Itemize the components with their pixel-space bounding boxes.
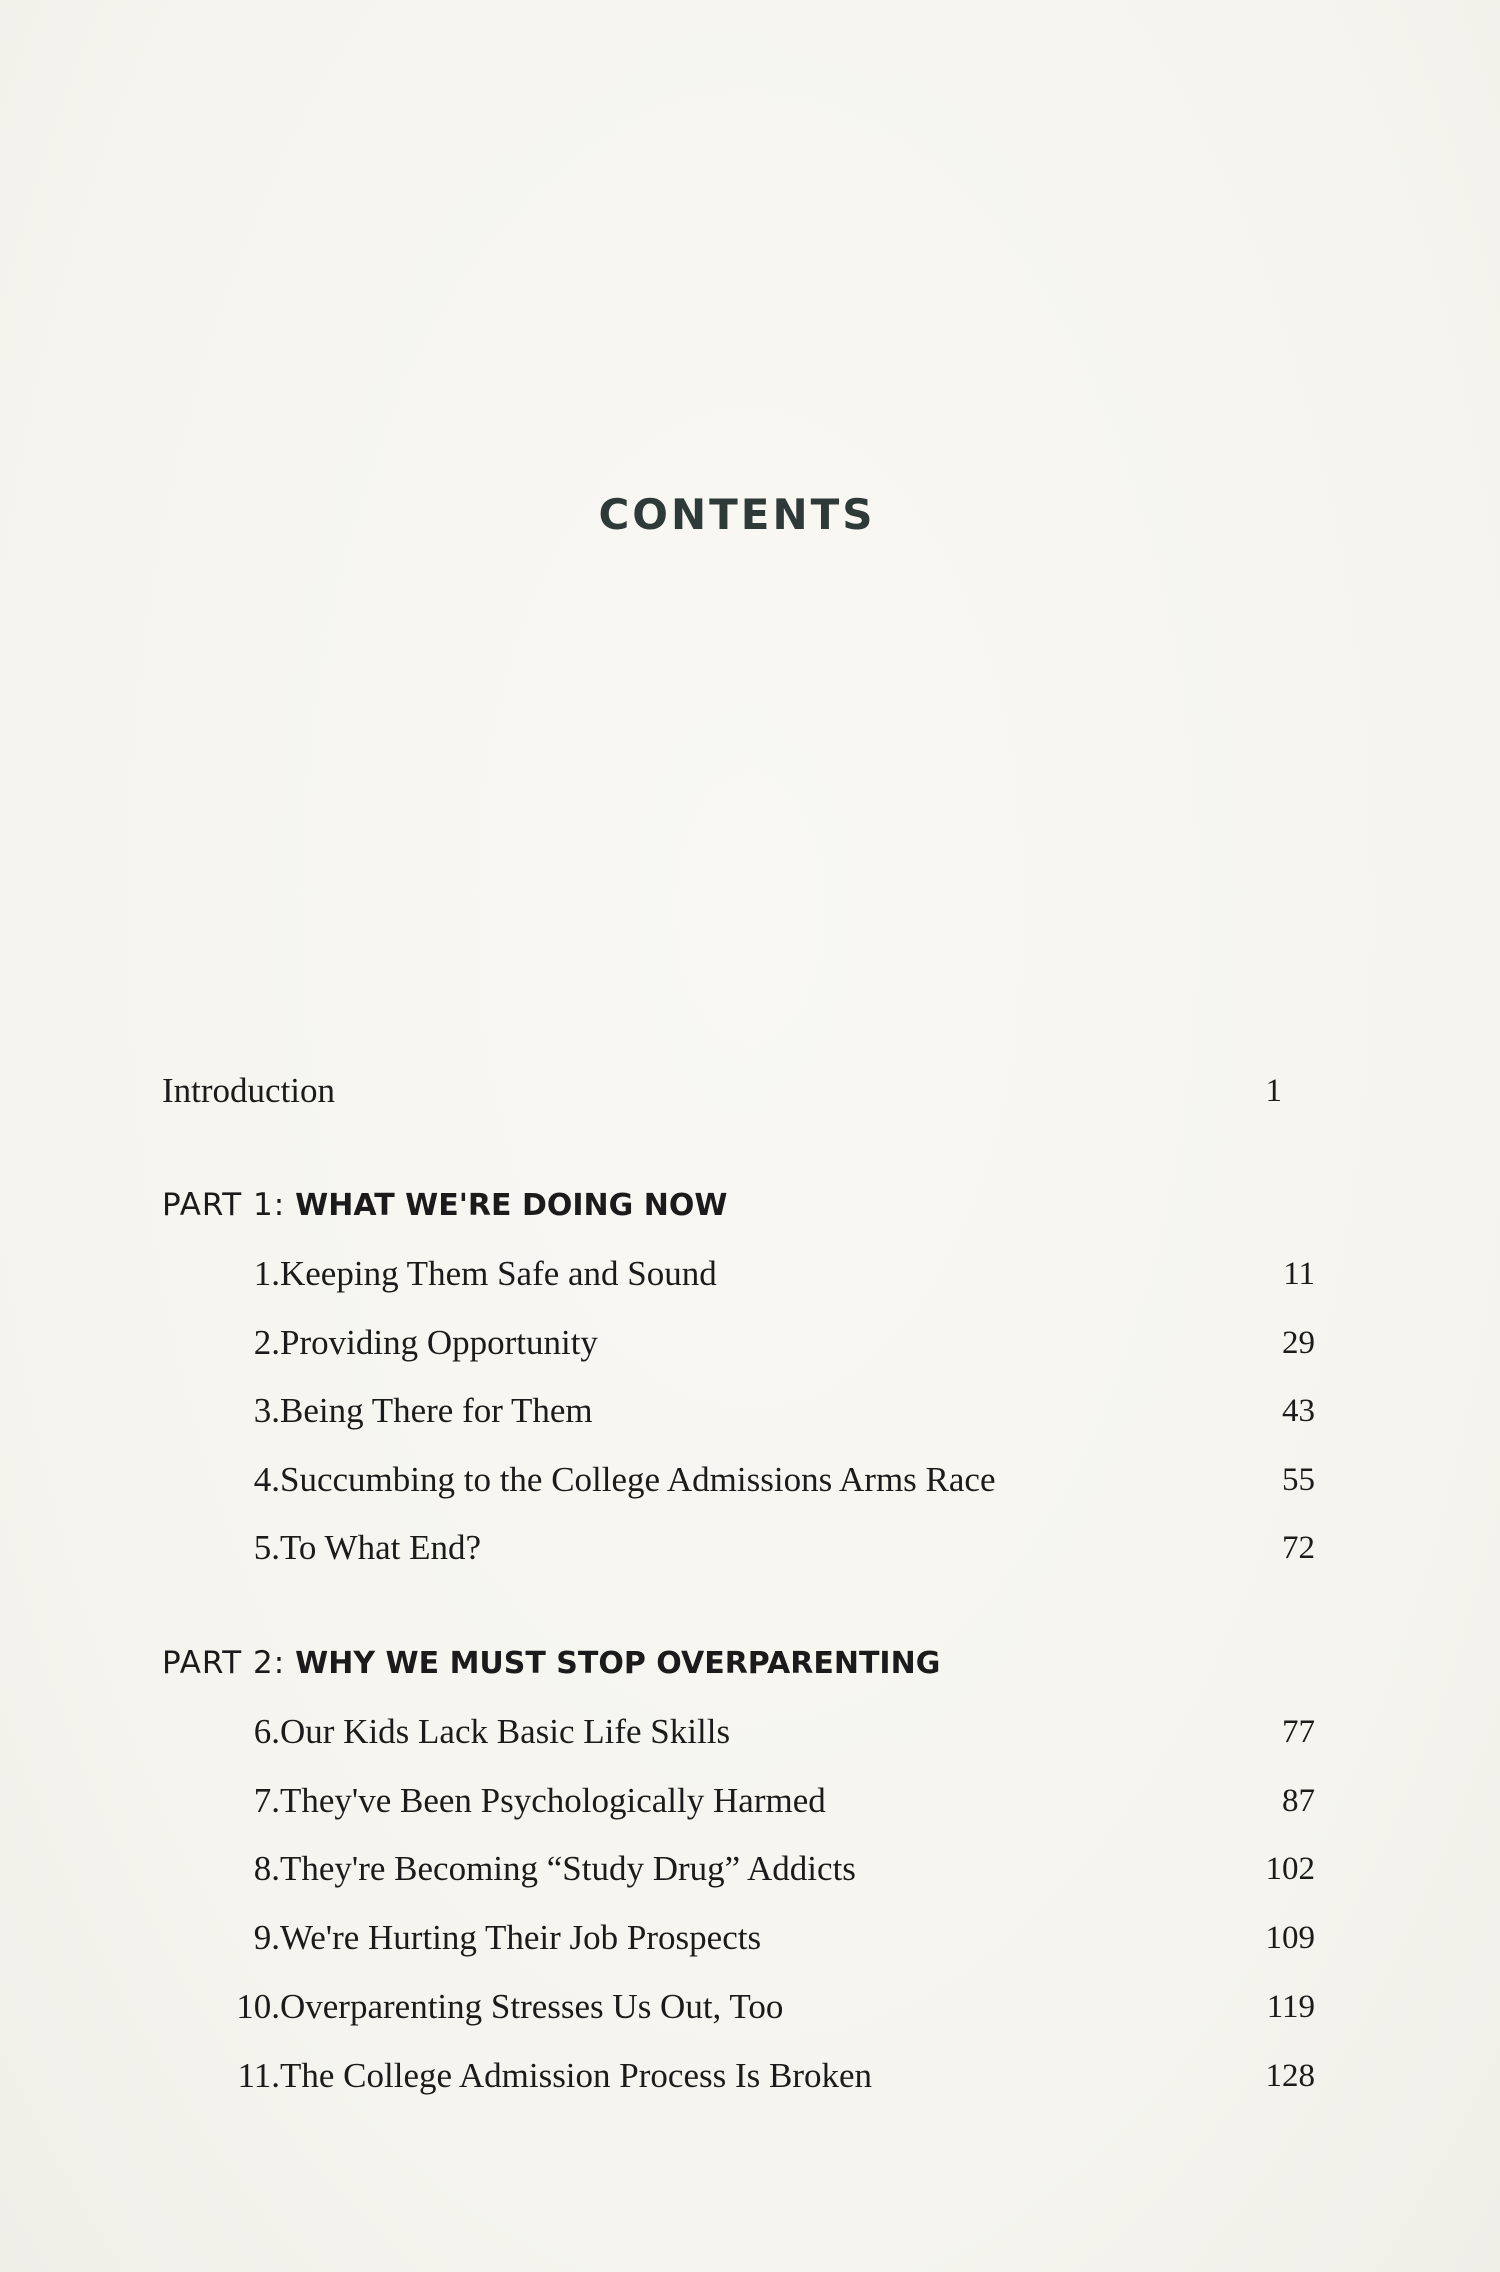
chapter-page-number: 11 (1283, 1256, 1315, 1292)
toc-entry-chapter-11 (190, 2051, 1340, 2101)
chapter-page-number: 72 (1282, 1530, 1315, 1566)
part-2-prefix: PART 2: (162, 1645, 286, 1681)
toc-entry-chapter-9 (190, 1913, 1340, 1963)
chapter-number: 11. (237, 2056, 280, 2095)
chapter-title: Overparenting Stresses Us Out, Too (280, 1987, 784, 2026)
part-1-heading (162, 1180, 727, 1230)
chapter-number: 4. (253, 1460, 280, 1499)
chapter-title: We're Hurting Their Job Prospects (280, 1918, 762, 1957)
chapter-title: Providing Opportunity (280, 1323, 598, 1362)
toc-entry-chapter-5 (190, 1523, 1340, 1573)
chapter-number: 3. (253, 1391, 280, 1430)
toc-entry-chapter-2 (190, 1318, 1340, 1368)
chapter-number: 2. (253, 1323, 280, 1362)
chapter-title: To What End? (280, 1528, 482, 1567)
chapter-title: Our Kids Lack Basic Life Skills (280, 1712, 731, 1751)
chapter-title: Keeping Them Safe and Sound (280, 1254, 717, 1293)
toc-entry-chapter-6 (190, 1707, 1340, 1757)
chapter-page-number: 43 (1282, 1393, 1315, 1429)
toc-entry-chapter-3 (190, 1386, 1340, 1436)
chapter-number: 5. (253, 1528, 280, 1567)
chapter-number: 8. (253, 1849, 280, 1888)
chapter-page-number: 77 (1282, 1714, 1315, 1750)
toc-entry-chapter-10 (190, 1982, 1340, 2032)
chapter-number: 7. (253, 1781, 280, 1820)
chapter-title: They're Becoming “Study Drug” Addicts (280, 1849, 856, 1888)
toc-entry-chapter-4 (190, 1455, 1340, 1505)
introduction-page-number: 1 (1265, 1073, 1282, 1109)
chapter-page-number: 87 (1282, 1783, 1315, 1819)
chapter-number: 6. (253, 1712, 280, 1751)
chapter-page-number: 55 (1282, 1462, 1315, 1498)
introduction-label: Introduction (162, 1071, 336, 1110)
toc-entry-introduction (162, 1066, 1312, 1116)
part-1-title: WHAT WE'RE DOING NOW (295, 1188, 728, 1223)
chapter-title: The College Admission Process Is Broken (280, 2056, 873, 2095)
toc-entry-chapter-7 (190, 1776, 1340, 1826)
chapter-page-number: 102 (1265, 1851, 1315, 1887)
toc-entry-chapter-1 (190, 1249, 1340, 1299)
chapter-number: 1. (253, 1254, 280, 1293)
part-1-prefix: PART 1: (162, 1187, 286, 1223)
chapter-page-number: 128 (1265, 2058, 1315, 2094)
chapter-title: Being There for Them (280, 1391, 593, 1430)
chapter-page-number: 29 (1282, 1325, 1315, 1361)
chapter-number: 10. (236, 1987, 280, 2026)
part-2-heading (162, 1638, 940, 1688)
part-2-title: WHY WE MUST STOP OVERPARENTING (295, 1646, 941, 1681)
chapter-number: 9. (253, 1918, 280, 1957)
chapter-title: They've Been Psychologically Harmed (280, 1781, 826, 1820)
contents-title: CONTENTS (598, 490, 876, 539)
chapter-page-number: 119 (1266, 1989, 1315, 2025)
chapter-title: Succumbing to the College Admissions Arms Race (280, 1460, 996, 1499)
toc-entry-chapter-8 (190, 1844, 1340, 1894)
chapter-page-number: 109 (1265, 1920, 1315, 1956)
